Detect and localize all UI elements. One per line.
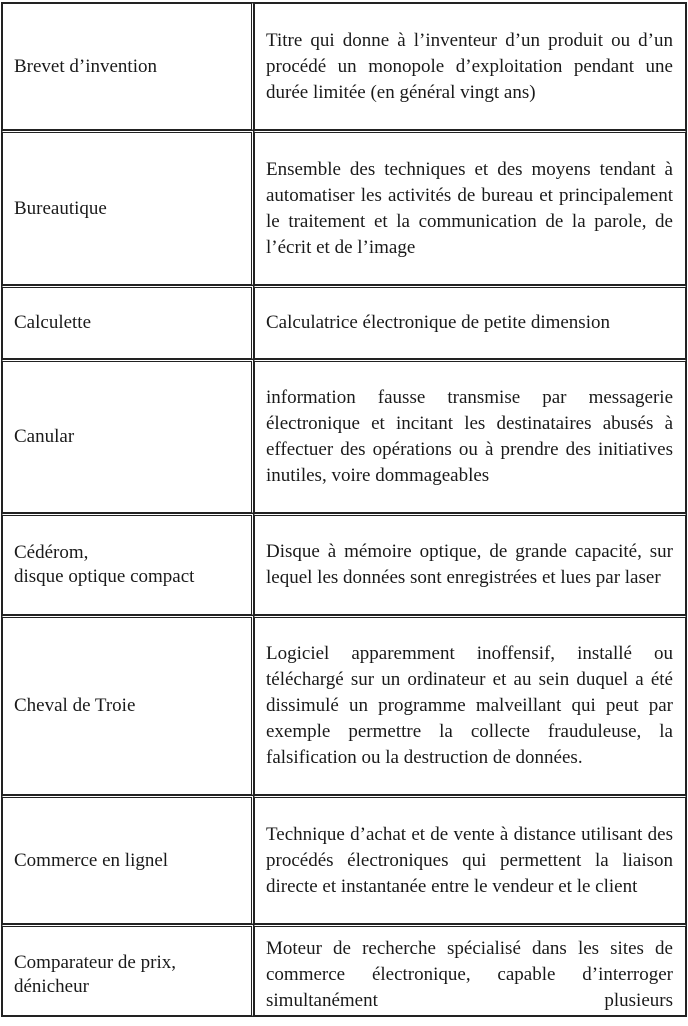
definition-cell: [254, 359, 686, 513]
table-row: [2, 615, 686, 795]
term-cell: [2, 924, 254, 1016]
term-line: dénicheur: [14, 976, 89, 997]
glossary-table: [1, 2, 687, 1017]
definition-text: Calculatrice électronique de petite dimension: [266, 312, 610, 333]
term-text: Commerce en lignel: [14, 849, 169, 871]
definition-text: information fausse transmise par messagerie électronique et incitant les destinataires abusés à effectuer des opérations ou à prendre des initiatives inutiles, voire dommageables: [266, 387, 673, 486]
definition-text: Ensemble des techniques et des moyens tendant à automatiser les activités de bureau et principalement le traitement et la communication de la parole, de l’écrit et de l’image: [266, 158, 673, 258]
term-line: disque optique compact: [14, 566, 195, 587]
table-row: [2, 3, 686, 130]
term-cell: [2, 3, 254, 130]
definition-text: Titre qui donne à l’inventeur d’un produit ou d’un procédé un monopole d’exploitation pendant une durée limitée (en général vingt ans): [266, 29, 673, 103]
definition-text: Technique d’achat et de vente à distance utilisant des procédés électroniques qui permettent la liaison directe et instantanée entre le vendeur et le client: [266, 823, 673, 897]
term-cell: [2, 359, 254, 513]
definition-cell: [254, 285, 686, 359]
term-cell: [2, 130, 254, 285]
term-text: [3, 927, 251, 999]
table-row: [2, 795, 686, 924]
definition-text: Logiciel apparemment inoffensif, installé ou téléchargé sur un ordinateur et au sein duquel a été dissimulé un programme malveillant qui peut par exemple permettre la collecte frauduleuse, la falsification ou la destruction de données.: [266, 643, 673, 768]
term-text: Brevet d’invention: [14, 55, 157, 77]
definition-cell: [254, 924, 686, 1016]
term-text: Bureautique: [14, 197, 107, 219]
term-cell: [2, 795, 254, 924]
table-row: [2, 924, 686, 1016]
term-cell: [2, 513, 254, 615]
term-text: Canular: [14, 426, 75, 447]
definition-text: Disque à mémoire optique, de grande capacité, sur lequel les données sont enregistrées et lues par laser: [266, 541, 673, 588]
term-cell: [2, 615, 254, 795]
definition-cell: [254, 615, 686, 795]
definition-text: Moteur de recherche spécialisé dans les sites de commerce électronique, capable d’interroger simultanément plusieurs: [266, 938, 673, 1011]
definition-cell: [254, 130, 686, 285]
definition-cell: [254, 3, 686, 130]
document-page: [1, 2, 687, 1017]
term-line: Cédérom,: [14, 542, 89, 563]
term-text: [3, 541, 251, 589]
term-text: Calculette: [14, 312, 92, 333]
definition-cell: [254, 513, 686, 615]
table-row: [2, 513, 686, 615]
table-row: [2, 359, 686, 513]
term-text: Cheval de Troie: [14, 695, 136, 716]
term-line: Comparateur de prix,: [14, 952, 176, 973]
table-row: [2, 130, 686, 285]
table-row: [2, 285, 686, 359]
definition-cell: [254, 795, 686, 924]
term-cell: [2, 285, 254, 359]
